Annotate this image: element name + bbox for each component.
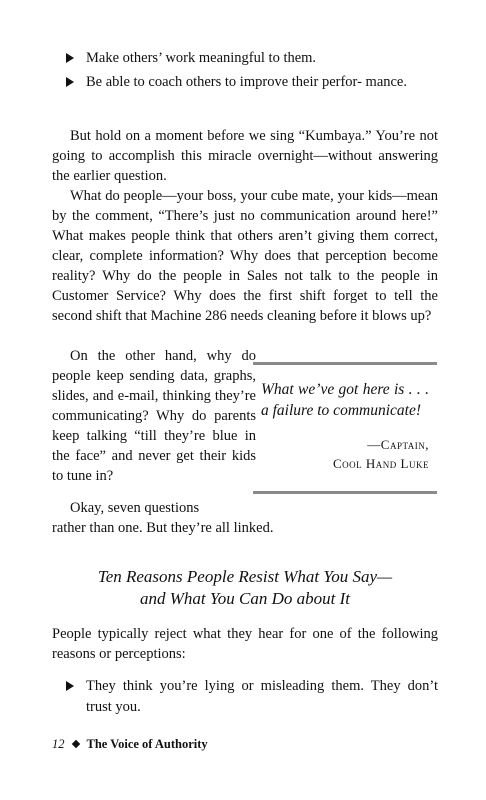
page-number: 12 (52, 737, 65, 751)
paragraph: People typically reject what they hear for one of the following reasons or perceptions: (52, 626, 438, 662)
section-heading (52, 566, 438, 610)
triangle-bullet-icon (66, 681, 74, 691)
section-heading-line: Ten Reasons People Resist What You Say— (97, 567, 393, 586)
page-footer (52, 736, 208, 752)
pull-quote-attribution (261, 435, 429, 473)
paragraph: But hold on a moment before we sing “Kumbaya.” You’re not going to accomplish this miracle overnight—without answering the earlier question. (52, 128, 438, 184)
paragraph-wrapped: On the other hand, why do people keep sending data, graphs, slides, and e-mail, thinking they’re communicating? Why do parents keep talking “till they’re blue in the face” and never get their kids to tune in? (52, 348, 256, 484)
diamond-icon (71, 740, 79, 748)
bullet-text: Make others’ work meaningful to them. (86, 50, 317, 66)
bullet-item (66, 676, 438, 718)
book-title: The Voice of Authority (86, 737, 208, 751)
attribution-line: Cool Hand Luke (333, 456, 429, 471)
attribution-line: —Captain, (367, 437, 429, 452)
bullet-text: Be able to coach others to improve their perfor- mance. (86, 74, 407, 90)
triangle-bullet-icon (66, 53, 74, 63)
paragraph: What do people—your boss, your cube mate, your kids—mean by the comment, “There’s just no communication around here!” What makes people think that others aren’t giving them correct, clear, complete information? Why does that perception become reality? Why do the people in Sales not talk to the people in Customer Service? Why does the first shift forget to tell the second shift that Machine 286 needs cleaning before it blows up? (52, 188, 438, 324)
pull-quote (253, 362, 437, 494)
bullet-item (66, 48, 438, 69)
bullet-item (66, 72, 438, 93)
section-heading-line: and What You Can Do about It (139, 589, 350, 608)
paragraph-wrapped: Okay, seven questions (70, 500, 200, 516)
pull-quote-text: What we’ve got here is . . . a failure to communicate! (261, 381, 429, 419)
triangle-bullet-icon (66, 77, 74, 87)
bullet-text: They think you’re lying or misleading them. They don’t trust you. (86, 678, 438, 715)
paragraph: rather than one. But they’re all linked. (52, 520, 274, 536)
